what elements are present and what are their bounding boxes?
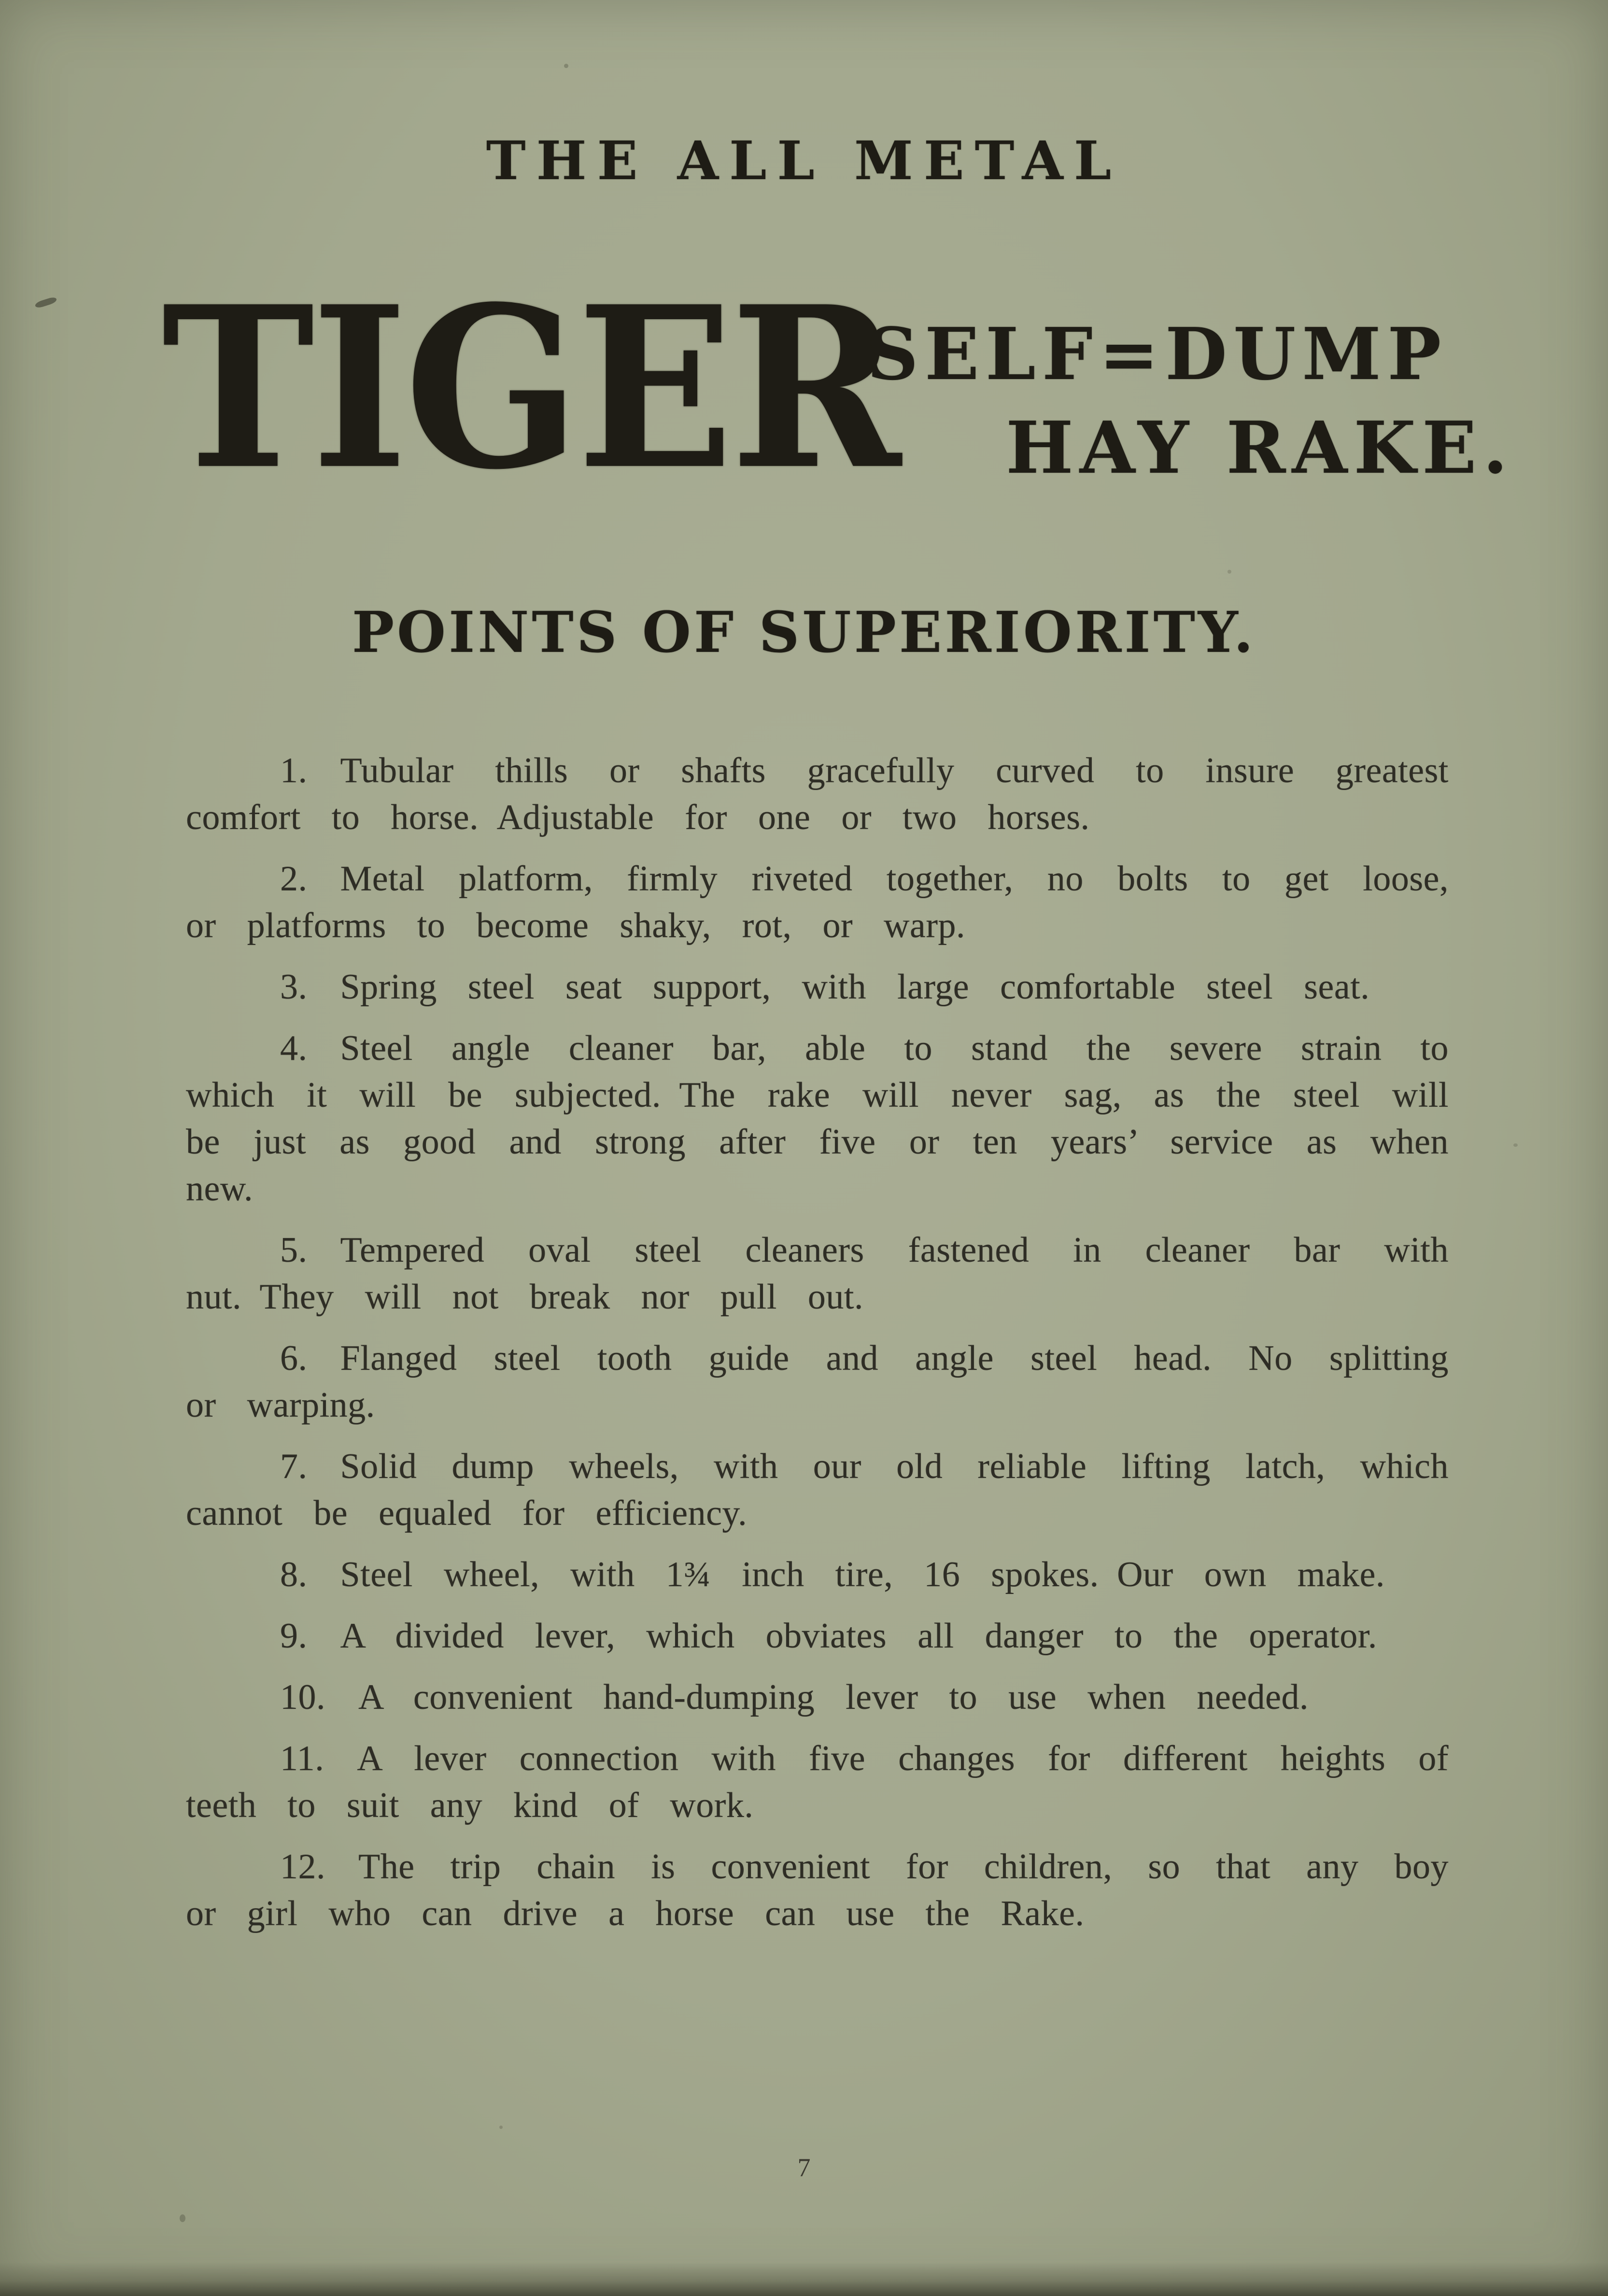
- point-item: [186, 1674, 1449, 1721]
- point-item: [186, 856, 1449, 949]
- point-text: Solid dump wheels, with our old reliable lifting latch, which cannot be equaled for efficiency.: [186, 1447, 1449, 1533]
- point-text: A convenient hand-dumping lever to use when needed.: [358, 1677, 1309, 1717]
- point-item: [186, 964, 1449, 1011]
- point-text: Steel angle cleaner bar, able to stand the severe strain to which it will be subjected. The rake will never sag, as the steel will be just as good and strong after five or ten years’ service as when new.: [186, 1028, 1449, 1209]
- point-item: [186, 1551, 1449, 1598]
- point-number: 7.: [280, 1447, 308, 1486]
- point-number: 12.: [280, 1847, 325, 1887]
- point-number: 11.: [280, 1739, 324, 1778]
- point-text: Tubular thills or shafts gracefully curved to insure greatest comfort to horse. Adjustable for one or two horses.: [186, 751, 1449, 837]
- point-text: Flanged steel tooth guide and angle steel head. No splitting or warping.: [186, 1338, 1449, 1425]
- point-item: [186, 1335, 1449, 1429]
- product-subtitle: [867, 313, 1514, 489]
- point-number: 4.: [280, 1028, 308, 1068]
- paper-speck: [34, 296, 57, 309]
- page-bottom-edge: [0, 2262, 1608, 2296]
- point-item: [186, 1227, 1449, 1321]
- point-number: 8.: [280, 1555, 308, 1594]
- paper-speck: [1513, 1143, 1518, 1147]
- paper-speck: [499, 2126, 503, 2129]
- point-item: [186, 747, 1449, 841]
- paper-speck: [564, 64, 568, 68]
- point-item: [186, 1735, 1449, 1829]
- eyebrow-title: THE ALL METAL: [486, 129, 1122, 192]
- points-list: [186, 747, 1449, 1952]
- brand-title: TIGER: [162, 258, 899, 519]
- point-number: 3.: [280, 967, 308, 1007]
- point-item: [186, 1025, 1449, 1212]
- point-number: 9.: [280, 1616, 308, 1656]
- point-text: Metal platform, firmly riveted together, no bolts to get loose, or platforms to become shaky, rot, or warp.: [186, 859, 1449, 945]
- point-text: Steel wheel, with 1¾ inch tire, 16 spokes. Our own make.: [340, 1555, 1385, 1594]
- point-item: [186, 1443, 1449, 1537]
- paper-speck: [180, 2214, 185, 2222]
- point-number: 10.: [280, 1677, 325, 1717]
- section-heading: POINTS OF SUPERIORITY.: [352, 600, 1256, 665]
- point-number: 6.: [280, 1338, 308, 1378]
- point-item: [186, 1613, 1449, 1660]
- point-number: 5.: [280, 1230, 308, 1270]
- point-text: A lever connection with five changes for different heights of teeth to suit any kind of work.: [186, 1739, 1449, 1825]
- point-text: A divided lever, which obviates all danger to the operator.: [340, 1616, 1377, 1656]
- point-text: Tempered oval steel cleaners fastened in cleaner bar with nut. They will not break nor pull out.: [186, 1230, 1449, 1317]
- point-text: Spring steel seat support, with large comfortable steel seat.: [340, 967, 1370, 1007]
- paper-speck: [1227, 570, 1231, 574]
- point-number: 2.: [280, 859, 308, 899]
- point-item: [186, 1844, 1449, 1937]
- point-number: 1.: [280, 751, 308, 790]
- subtitle-line-2: HAY RAKE.: [1006, 405, 1514, 490]
- subtitle-line-1: SELF=DUMP: [867, 312, 1448, 396]
- page-number: 7: [797, 2153, 811, 2182]
- point-text: The trip chain is convenient for children, so that any boy or girl who can drive a horse can use the Rake.: [186, 1847, 1449, 1933]
